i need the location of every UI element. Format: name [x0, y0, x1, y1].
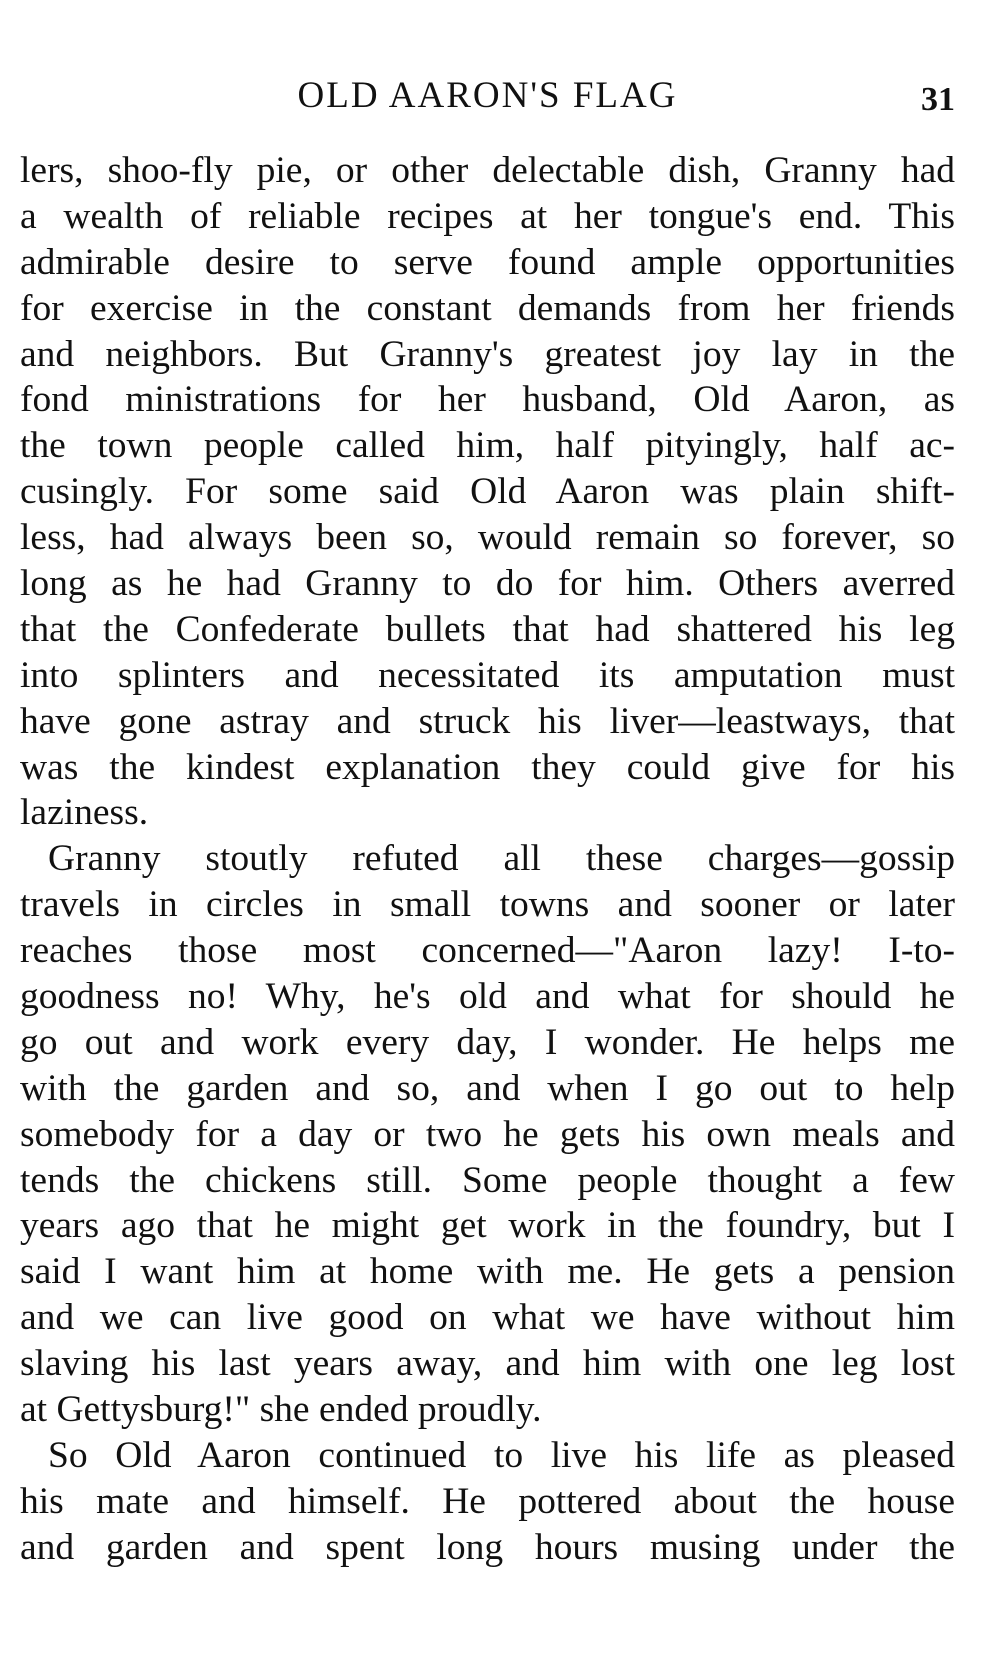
text-line: a wealth of reliable recipes at her tongue's end. This — [20, 195, 955, 237]
text-line: the town people called him, half pityingly, half ac- — [20, 425, 955, 467]
text-line: and neighbors. But Granny's greatest joy lay in the — [20, 333, 955, 375]
text-line: was the kindest explanation they could give for his — [20, 746, 955, 788]
text-line: long as he had Granny to do for him. Others averred — [20, 563, 955, 605]
text-line: at Gettysburg!" she ended proudly. — [20, 1389, 542, 1431]
text-line: somebody for a day or two he gets his own meals and — [20, 1113, 955, 1155]
text-line: less, had always been so, would remain so forever, so — [20, 517, 955, 559]
paragraph-1 — [20, 148, 955, 836]
text-line: have gone astray and struck his liver—leastways, that — [20, 700, 955, 742]
text-line: years ago that he might get work in the foundry, but I — [20, 1205, 955, 1247]
text-line: slaving his last years away, and him with one leg lost — [20, 1343, 955, 1385]
text-line: tends the chickens still. Some people thought a few — [20, 1159, 955, 1201]
text-line: lers, shoo-fly pie, or other delectable dish, Granny had — [20, 150, 955, 191]
paragraph-2 — [20, 836, 955, 1433]
text-line: and garden and spent long hours musing under the — [20, 1526, 955, 1568]
text-line: laziness. — [20, 792, 149, 834]
text-line: his mate and himself. He pottered about the house — [20, 1480, 955, 1522]
body-text — [20, 148, 955, 1571]
text-line: So Old Aaron continued to live his life as pleased — [48, 1434, 955, 1476]
running-title: OLD AARON'S FLAG — [297, 75, 678, 116]
text-line: fond ministrations for her husband, Old Aaron, as — [20, 379, 955, 421]
text-line: admirable desire to serve found ample opportunities — [20, 241, 955, 283]
text-line: and we can live good on what we have without him — [20, 1297, 955, 1339]
text-line: for exercise in the constant demands from her friends — [20, 287, 955, 329]
running-head — [20, 66, 955, 126]
text-line: with the garden and so, and when I go out to help — [20, 1067, 955, 1109]
text-line: said I want him at home with me. He gets a pension — [20, 1251, 955, 1293]
text-line: cusingly. For some said Old Aaron was plain shift- — [20, 471, 955, 513]
text-line: go out and work every day, I wonder. He helps me — [20, 1021, 955, 1063]
text-line: goodness no! Why, he's old and what for should he — [20, 976, 955, 1018]
text-line: into splinters and necessitated its amputation must — [20, 654, 955, 696]
text-line: that the Confederate bullets that had shattered his leg — [20, 608, 955, 650]
text-line: travels in circles in small towns and sooner or later — [20, 884, 955, 926]
paragraph-3 — [20, 1433, 955, 1571]
page-number: 31 — [921, 81, 955, 118]
text-line: reaches those most concerned—"Aaron lazy! I-to- — [20, 930, 955, 972]
text-line: Granny stoutly refuted all these charges—gossip — [48, 838, 955, 880]
